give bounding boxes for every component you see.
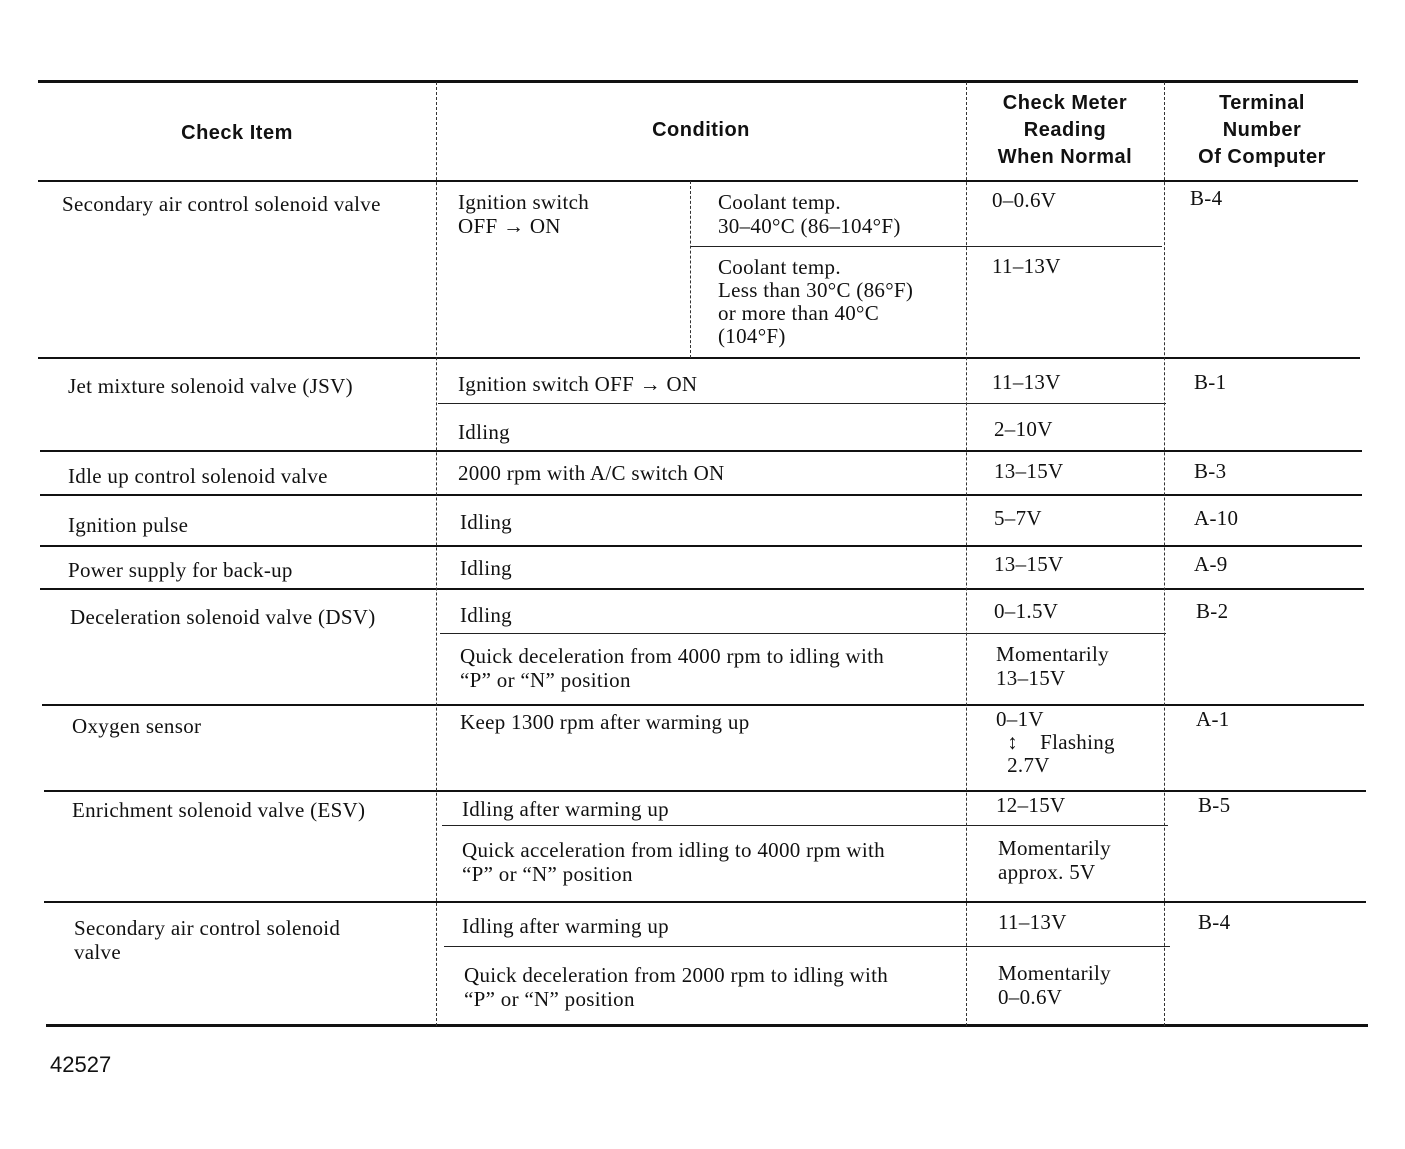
header-check-item: Check Item [181, 122, 293, 144]
row2-check-item: Jet mixture solenoid valve (JSV) [68, 374, 353, 398]
row2-reading-2: 2–10V [994, 417, 1053, 441]
row2-sub-divider [438, 403, 1166, 404]
row9-reading-2: Momentarily 0–0.6V [998, 961, 1111, 1009]
row5-reading-1: 13–15V [994, 552, 1064, 576]
figure-number: 42527 [50, 1052, 112, 1077]
row8-condition-1: Idling after warming up [462, 797, 669, 821]
col-divider-condition-reading [966, 82, 967, 1026]
row6-terminal: B-2 [1196, 599, 1229, 623]
row9-reading-1: 11–13V [998, 910, 1067, 934]
row1-condition-main: Ignition switch OFF → ON [458, 190, 590, 238]
row4-terminal: A-10 [1194, 506, 1239, 530]
row3-check-item: Idle up control solenoid valve [68, 464, 328, 488]
row8-condition-2: Quick acceleration from idling to 4000 rpm with “P” or “N” position [462, 838, 885, 886]
row7-condition-1: Keep 1300 rpm after warming up [460, 710, 750, 734]
row4-check-item: Ignition pulse [68, 513, 189, 537]
table-bottom-rule [46, 1024, 1368, 1027]
table-top-rule [38, 80, 1358, 83]
row7-reading-1: 0–1V ↕ Flashing 2.7V [996, 707, 1115, 777]
row1-sub-condition-2: Coolant temp. Less than 30°C (86°F) or more than 40°C (104°F) [718, 255, 914, 348]
row6-sub-divider [440, 633, 1166, 634]
row1-check-item: Secondary air control solenoid valve [62, 192, 381, 216]
row3-condition-1: 2000 rpm with A/C switch ON [458, 461, 725, 485]
row8-bottom-rule [44, 901, 1366, 903]
row4-condition-1: Idling [460, 510, 512, 534]
row8-terminal: B-5 [1198, 793, 1231, 817]
row6-condition-1: Idling [460, 603, 512, 627]
row3-terminal: B-3 [1194, 459, 1227, 483]
row4-reading-1: 5–7V [994, 506, 1042, 530]
row8-sub-divider [442, 825, 1168, 826]
row7-terminal: A-1 [1196, 707, 1230, 731]
row7-check-item: Oxygen sensor [72, 714, 202, 738]
row1-reading-1: 0–0.6V [992, 188, 1057, 212]
row8-reading-1: 12–15V [996, 793, 1066, 817]
row9-condition-1: Idling after warming up [462, 914, 669, 938]
row1-terminal: B-4 [1190, 186, 1223, 210]
header-condition: Condition [652, 119, 750, 141]
col-divider-item-condition [436, 82, 437, 1026]
row1-reading-2: 11–13V [992, 254, 1061, 278]
row2-terminal: B-1 [1194, 370, 1227, 394]
row5-check-item: Power supply for back-up [68, 558, 293, 582]
col-divider-condition-sub [690, 181, 691, 358]
row5-terminal: A-9 [1194, 552, 1228, 576]
col-divider-reading-terminal [1164, 82, 1165, 1026]
row6-reading-1: 0–1.5V [994, 599, 1059, 623]
row3-reading-1: 13–15V [994, 459, 1064, 483]
row2-condition-1: Ignition switch OFF → ON [458, 372, 698, 396]
row5-bottom-rule [40, 588, 1364, 590]
row5-condition-1: Idling [460, 556, 512, 580]
header-reading: Check Meter Reading When Normal [997, 92, 1133, 168]
row7-bottom-rule [44, 790, 1366, 792]
row1-sub-condition-1: Coolant temp. 30–40°C (86–104°F) [718, 190, 901, 238]
row6-bottom-rule [42, 704, 1364, 706]
header-bottom-rule [38, 180, 1358, 182]
row9-condition-2: Quick deceleration from 2000 rpm to idling with “P” or “N” position [464, 963, 889, 1011]
row1-bottom-rule [38, 357, 1360, 359]
row6-reading-2: Momentarily 13–15V [996, 642, 1109, 690]
row1-sub-divider [690, 246, 1162, 247]
row8-reading-2: Momentarily approx. 5V [998, 836, 1111, 884]
row9-terminal: B-4 [1198, 910, 1231, 934]
row2-condition-2: Idling [458, 420, 510, 444]
row9-sub-divider [444, 946, 1170, 947]
header-terminal: Terminal Number Of Computer [1198, 92, 1326, 168]
row2-reading-1: 11–13V [992, 370, 1061, 394]
row6-condition-2: Quick deceleration from 4000 rpm to idling with “P” or “N” position [460, 644, 885, 692]
row8-check-item: Enrichment solenoid valve (ESV) [72, 798, 366, 822]
row9-check-item: Secondary air control solenoid valve [74, 916, 341, 964]
row6-check-item: Deceleration solenoid valve (DSV) [70, 605, 376, 629]
